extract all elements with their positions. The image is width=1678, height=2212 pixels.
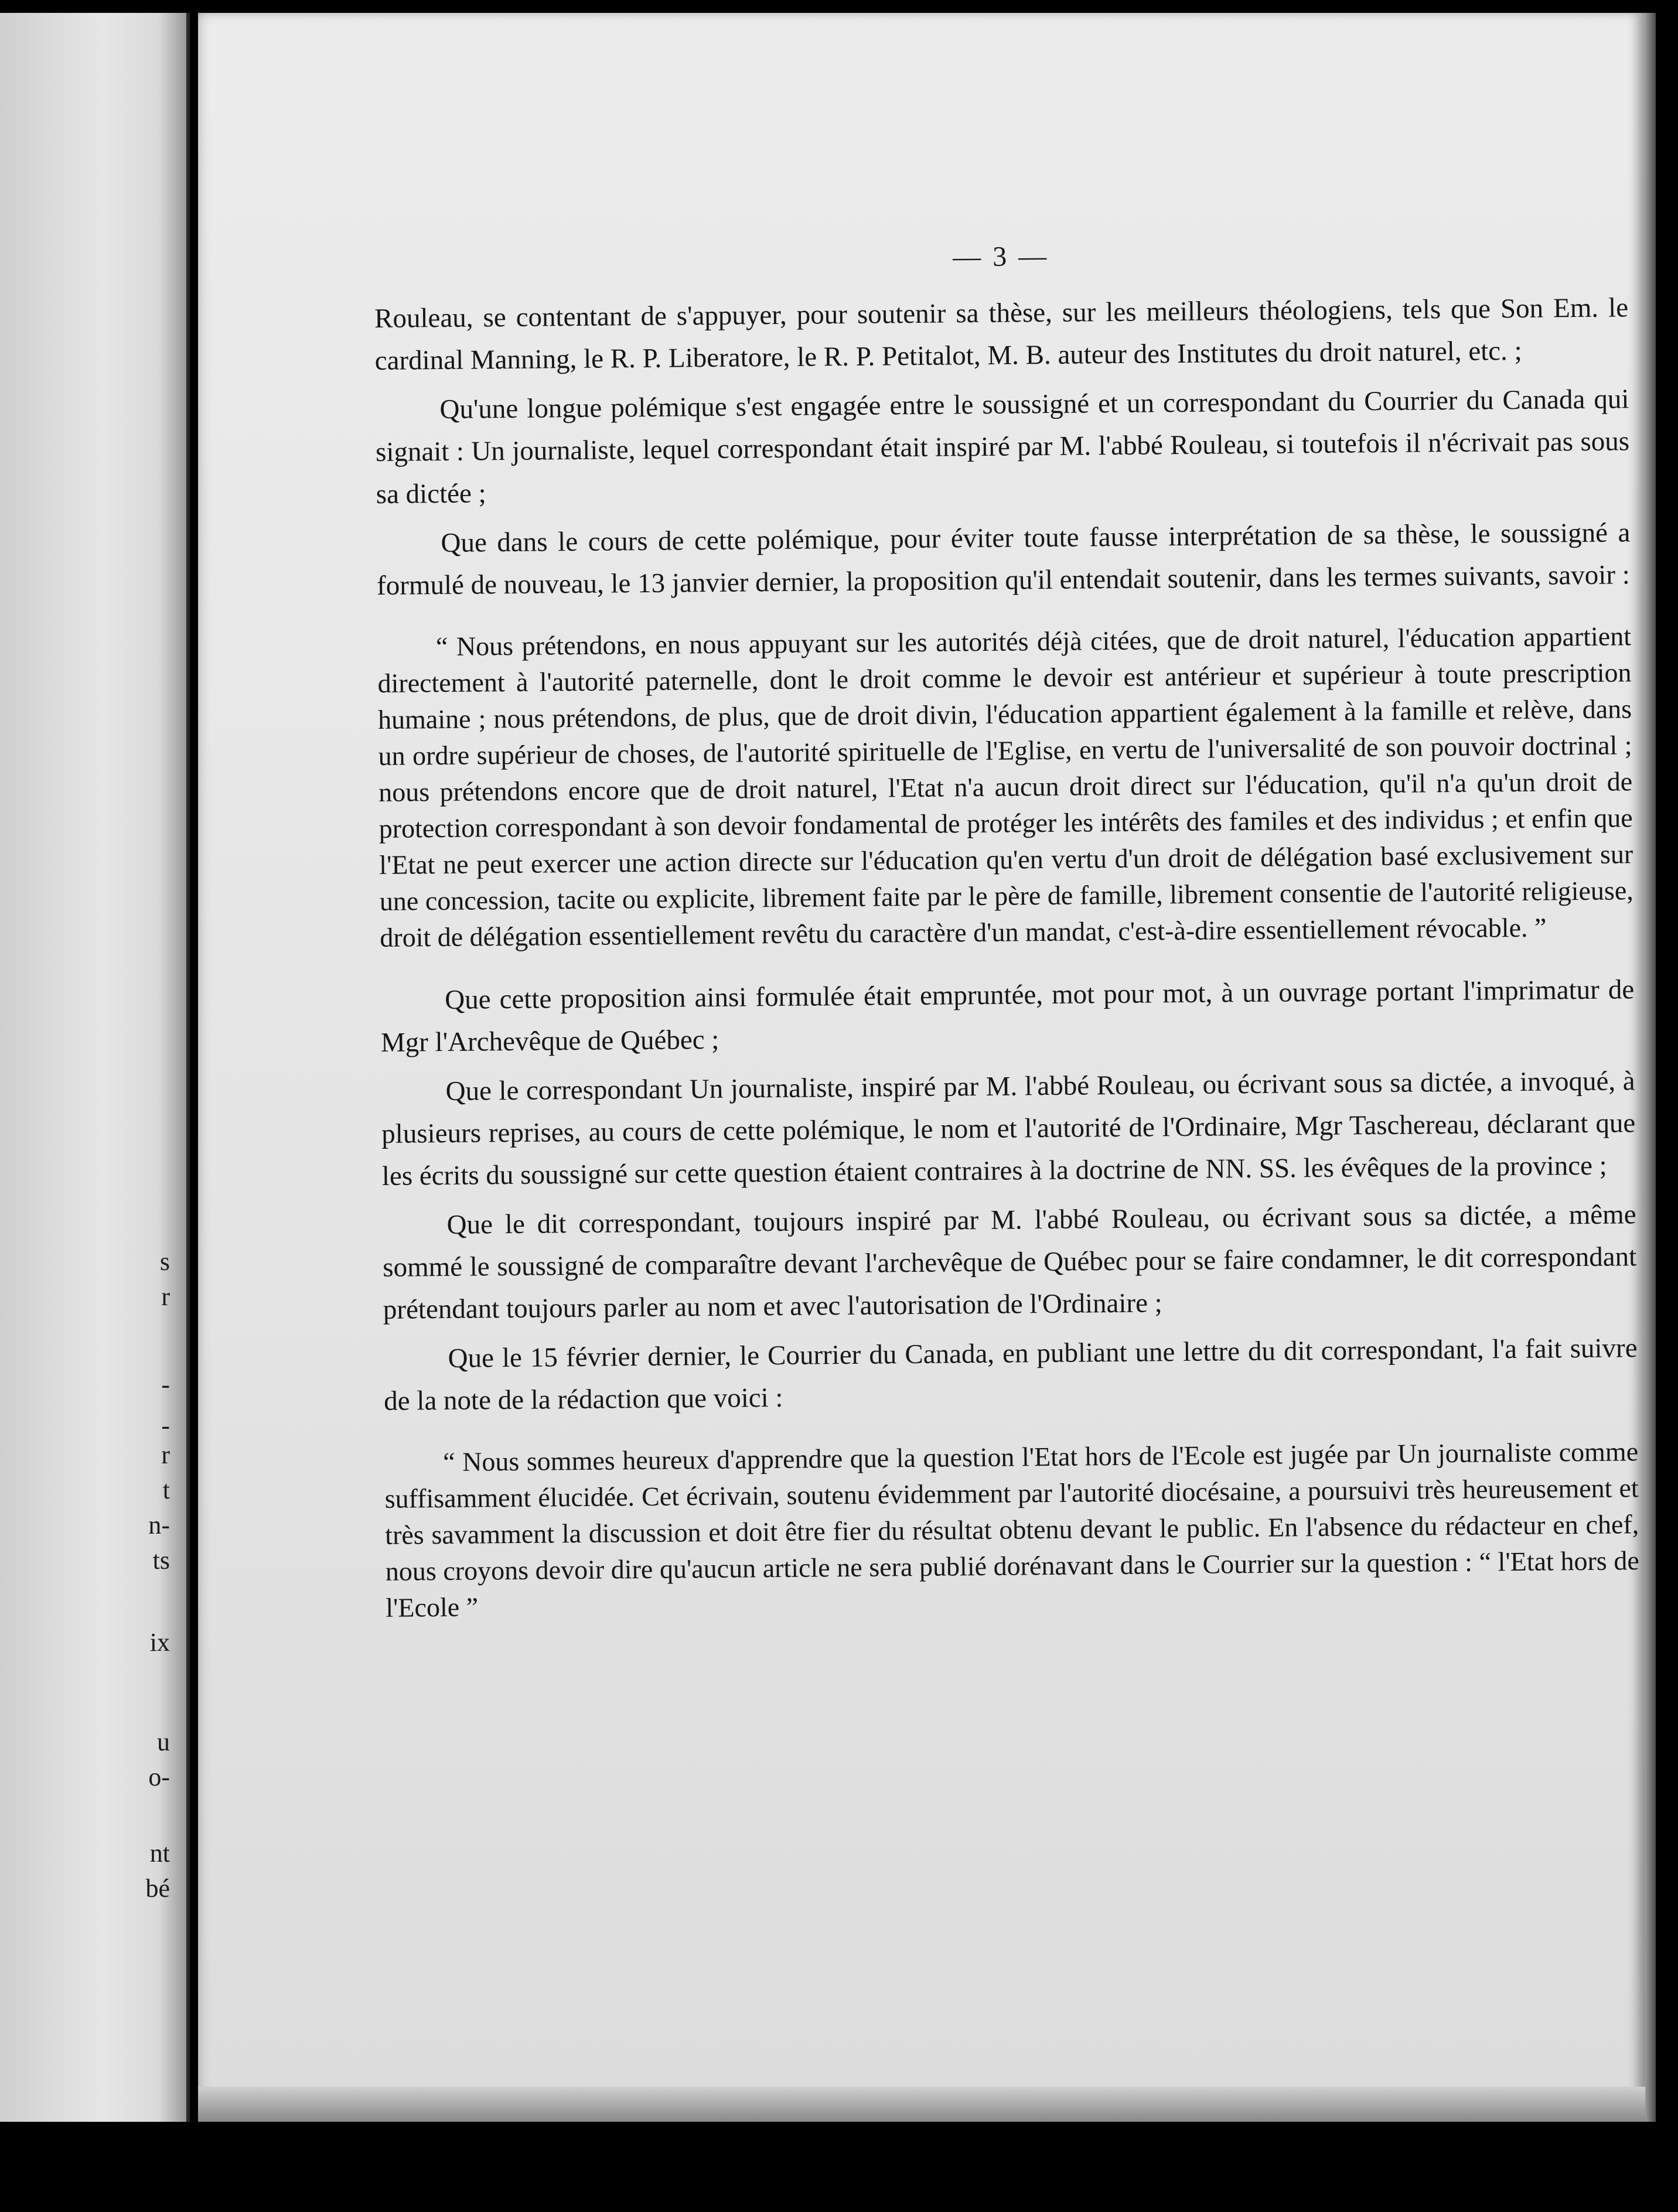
- paragraph: Rouleau, se contentant de s'appuyer, pour soutenir sa thèse, sur les meilleurs théologiens, tels que Son Em. le cardinal Manning, le R. P. Liberatore, le R. P. Petitalot, M. B. auteur des Institutes du droit naturel, etc. ;: [374, 292, 1629, 376]
- previous-page-strip: [0, 13, 190, 2122]
- margin-fragment: s: [159, 1247, 170, 1276]
- quoted-proposition: “ Nous prétendons, en nous appuyant sur les autorités déjà citées, que de droit naturel, l'éducation appartient directement à l'autorité paternelle, dont le droit comme le devoir est antérieur et supérieur à toute prescription humaine ; nous prétendons, de plus, que de droit divin, l'éducation appartient également à la famille et relève, dans un ordre supérieur de choses, de l'autorité spirituelle de l'Eglise, en vertu de l'universalité de son pouvoir doctrinal ; nous prétendons encore que de droit naturel, l'Etat n'a aucun droit direct sur l'éducation, qu'il n'a qu'un droit de protection correspondant à son devoir fondamental de protéger les intérêts des familes et des individus ; et enfin que l'Etat ne peut exercer une action directe sur l'éducation qu'en vertu d'un droit de délégation basé exclusivement sur une concession, tacite ou explicite, librement faite par le père de famille, librement consentie de l'autorité religieuse, droit de délégation essentiellement revêtu du caractère d'un mandat, c'est-à-dire essentiellement révocable. ”: [377, 621, 1633, 953]
- margin-fragment: -: [161, 1370, 170, 1399]
- margin-fragment: n-: [148, 1511, 170, 1539]
- paragraph: Que le dit correspondant, toujours inspiré par M. l'abbé Rouleau, ou écrivant sous sa dictée, a même sommé le soussigné de comparaître devant l'archevêque de Québec pour se faire condamner, le dit correspondant prétendant toujours parler au nom et avec l'autorisation de l'Ordinaire ;: [383, 1199, 1637, 1325]
- document-page: [198, 13, 1645, 2122]
- margin-fragment: ix: [149, 1628, 170, 1657]
- paragraph: Que dans le cours de cette polémique, pour éviter toute fausse interprétation de sa thèse, le soussigné a formulé de nouveau, le 13 janvier dernier, la proposition qu'il entendait soutenir, dans les termes suivants, savoir :: [376, 517, 1631, 601]
- paragraph: Qu'une longue polémique s'est engagée entre le soussigné et un correspondant du Courrier du Canada qui signait : Un journaliste, lequel correspondant était inspiré par M. l'abbé Rouleau, si toutefois il n'écrivait pas sous sa dictée ;: [375, 384, 1630, 510]
- margin-fragment: r: [161, 1282, 170, 1311]
- margin-fragment: t: [162, 1476, 170, 1504]
- paragraph: Que cette proposition ainsi formulée était empruntée, mot pour mot, à un ouvrage portant l'imprimatur de Mgr l'Archevêque de Québec ;: [380, 974, 1635, 1058]
- page-number: — 3 —: [953, 240, 1049, 273]
- margin-fragment: bé: [145, 1874, 170, 1903]
- page-edge-shadow: [1645, 13, 1656, 2122]
- paragraph: Que le 15 février dernier, le Courrier du Canada, en publiant une lettre du dit correspondant, l'a fait suivre de la note de la rédaction que voici :: [384, 1333, 1638, 1416]
- text-block: [374, 230, 1640, 1650]
- page-bottom-shadow: [198, 2087, 1645, 2122]
- margin-fragment: nt: [149, 1839, 170, 1868]
- margin-fragment: o-: [148, 1763, 170, 1791]
- margin-fragment: ts: [152, 1546, 170, 1575]
- margin-fragment: u: [157, 1728, 170, 1756]
- margin-fragment: -: [161, 1411, 170, 1440]
- margin-fragment: r: [161, 1440, 170, 1469]
- paragraph: Que le correspondant Un journaliste, inspiré par M. l'abbé Rouleau, ou écrivant sous sa dictée, a invoqué, à plusieurs reprises, au cours de cette polémique, le nom et l'autorité de l'Ordinaire, Mgr Taschereau, déclarant que les écrits du soussigné sur cette question étaient contraires à la doctrine de NN. SS. les évêques de la province ;: [381, 1066, 1636, 1192]
- quoted-editorial-note: “ Nous sommes heureux d'apprendre que la question l'Etat hors de l'Ecole est jugée par Un journaliste comme suffisamment élucidée. Cet écrivain, soutenu évidemment par l'autorité diocésaine, a poursuivi très heureusement et très savamment la discussion et doit être fier du résultat obtenu devant le public. En l'absence du rédacteur en chef, nous croyons devoir dire qu'aucun article ne sera publié dorénavant dans le Courrier sur la question : “ l'Etat hors de l'Ecole ”: [384, 1436, 1639, 1623]
